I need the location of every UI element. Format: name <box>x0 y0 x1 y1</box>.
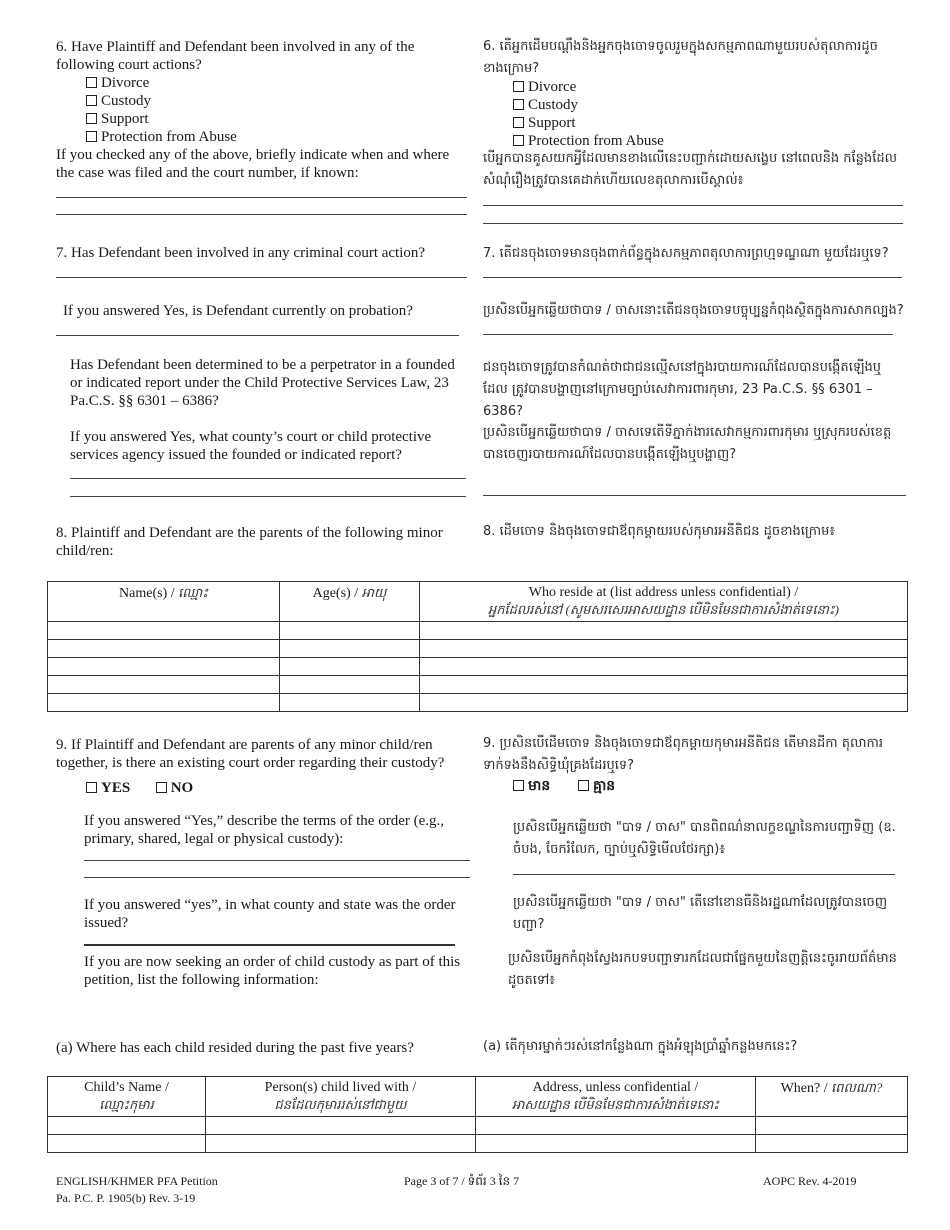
col-address-header: Who reside at (list address unless confidential) / អ្នកដែលរស់នៅ (សូមសរសេរអាសយដ្ឋាន បើមិនមែនជាការសំងាត់ទេនោះ) <box>420 582 908 622</box>
table-cell[interactable] <box>420 676 908 694</box>
checkbox-icon[interactable] <box>86 131 97 142</box>
q6-followup-en: If you checked any of the above, briefly indicate when and where the case was filed and the court number, if known: <box>56 147 450 181</box>
table-cell[interactable] <box>280 658 420 676</box>
checkbox-icon[interactable] <box>513 780 524 791</box>
qa-question-km: (a) តើកុមារម្នាក់ៗរស់នៅកន្លែងណា ក្នុងអំឡុងប្រាំឆ្នាំកន្លងមកនេះ? <box>483 1039 798 1054</box>
q6-answer-line-km-1[interactable] <box>483 205 903 206</box>
q7-perpetrator-en: Has Defendant been determined to be a perpetrator in a founded or indicated report under the Child Protective Services Law, 23 Pa.C.S. §§ 6301 – 6386? <box>70 357 455 409</box>
q6-answer-line-2[interactable] <box>56 214 467 215</box>
table-cell[interactable] <box>48 1117 206 1135</box>
q7-probation-en: If you answered Yes, is Defendant currently on probation? <box>63 303 413 319</box>
table-cell[interactable] <box>756 1117 908 1135</box>
checkbox-yes-km[interactable]: មាន <box>513 778 550 794</box>
table-cell[interactable] <box>48 622 280 640</box>
table-cell[interactable] <box>280 676 420 694</box>
checkbox-icon[interactable] <box>513 117 524 128</box>
checkbox-divorce[interactable]: Divorce <box>86 74 237 92</box>
checkbox-icon[interactable] <box>578 780 589 791</box>
checkbox-custody[interactable]: Custody <box>86 92 237 110</box>
table-header-row <box>48 1077 908 1117</box>
table-cell[interactable] <box>48 1135 206 1153</box>
table-cell[interactable] <box>476 1135 756 1153</box>
q6-answer-line-1[interactable] <box>56 197 467 198</box>
footer-rule: Pa. P.C. P. 1905(b) Rev. 3-19 <box>56 1191 196 1205</box>
q6-followup-km: បើអ្នកបានគូសយកអ្វីដែលមានខាងលើនេះបញ្ជាក់ដោយសង្ខេប នៅពេលនិង កន្លែងដែលសំណុំរឿងត្រូវបានគេដាក់ហើយលេខតុលាការបើស្គាល់៖ <box>483 151 897 188</box>
checkbox-yes[interactable]: YES <box>86 780 130 796</box>
qa-question-en: (a) Where has each child resided during the past five years? <box>56 1040 414 1056</box>
q7-perpetrator-km: ជនចុងចោទត្រូវបានកំណត់ថាជាជនល្មើសនៅក្នុងរបាយការណ៍ដែលបានបង្កើតឡើងឬដែល ត្រូវបានបង្ហាញនៅក្រោមច្បាប់សេវាការពារកុមារ, 23 Pa.C.S. §§ 6301 – 6386? <box>483 360 882 419</box>
q9-terms-line-2[interactable] <box>84 877 470 878</box>
q7-county-line-1[interactable] <box>70 478 466 479</box>
checkbox-icon[interactable] <box>513 81 524 92</box>
q6-options-km <box>513 78 664 150</box>
q9-question-en: 9. If Plaintiff and Defendant are parents of any minor child/ren together, is there an existing court order regarding their custody? <box>56 737 445 771</box>
checkbox-icon[interactable] <box>86 113 97 124</box>
checkbox-icon[interactable] <box>86 95 97 106</box>
table-cell[interactable] <box>48 658 280 676</box>
checkbox-icon[interactable] <box>86 782 97 793</box>
q9-terms-km: ប្រសិនបើអ្នកឆ្លើយថា "បាទ / ចាស" បានពិពណ៌នាលក្ខខណ្ឌនៃការបញ្ជាទិញ (ឧ. ចំបង, ចែករំលែក, ច្បាប់ឬសិទ្ធិមើលថែរក្សា)៖ <box>513 820 896 857</box>
checkbox-no[interactable]: NO <box>156 780 194 796</box>
checkbox-support-km[interactable]: Support <box>513 114 664 132</box>
q7-question-en: 7. Has Defendant been involved in any criminal court action? <box>56 245 426 261</box>
checkbox-pfa[interactable]: Protection from Abuse <box>86 128 237 146</box>
q9-county-line[interactable] <box>84 944 455 946</box>
col-child-name-header: Child’s Name / ឈ្មោះកុមារ <box>48 1077 206 1117</box>
q6-question-km: 6. តើអ្នកដើមបណ្តឹងនិងអ្នកចុងចោទចូលរួមក្នុងសកម្មភាពណាមួយរបស់តុលាការដូចខាងក្រោម? <box>483 39 878 76</box>
col-name-header: Name(s) / ឈ្មោះ <box>48 582 280 622</box>
q9-seeking-km: ប្រសិនបើអ្នកកំពុងស្វែងរកបទបញ្ជាទារកដែលជាផ្នែកមួយនៃញត្តិនេះចូររាយព័ត៌មានដូចតទៅ៖ <box>508 951 897 988</box>
q9-question-km: 9. ប្រសិនបើដើមចោទ និងចុងចោទជាឪពុកម្តាយកុមារអនីតិជន តើមានដីកា តុលាការទាក់ទងនឹងសិទ្ធិឃុំគ្រងដែរឬទេ? <box>483 736 884 773</box>
q9-seeking-en: If you are now seeking an order of child custody as part of this petition, list the following information: <box>84 954 461 988</box>
table-row <box>48 694 908 712</box>
col-lived-with-header: Person(s) child lived with / ជនដែលកុមាររស់នៅជាមួយ <box>206 1077 476 1117</box>
page-number: Page 3 of 7 / ទំព័រ 3 នៃ 7 <box>404 1174 520 1188</box>
checkbox-no-km[interactable]: គ្មាន <box>578 778 615 794</box>
table-cell[interactable] <box>420 658 908 676</box>
q9-yesno-km <box>513 776 615 797</box>
q7-question-km: 7. តើជនចុងចោទមានចុងពាក់ព័ន្ធក្នុងសកម្មភាពតុលាការព្រហ្មទណ្ឌណា មួយដែរឬទេ? <box>483 246 889 261</box>
table-cell[interactable] <box>206 1117 476 1135</box>
q7-probation-line-km[interactable] <box>483 334 893 335</box>
table-cell[interactable] <box>206 1135 476 1153</box>
col-age-header: Age(s) / អាយុ <box>280 582 420 622</box>
q9-county-km: ប្រសិនបើអ្នកឆ្លើយថា "បាទ / ចាស" តើនៅខោនធីនិងរដ្ឋណាដែលត្រូវបានចេញបញ្ជា? <box>513 895 888 932</box>
footer-revision: AOPC Rev. 4-2019 <box>763 1174 857 1188</box>
q8-question-en: 8. Plaintiff and Defendant are the parents of the following minor child/ren: <box>56 525 443 559</box>
checkbox-divorce-km[interactable]: Divorce <box>513 78 664 96</box>
q9-yesno-en <box>86 779 193 797</box>
table-cell[interactable] <box>48 676 280 694</box>
checkbox-icon[interactable] <box>86 77 97 88</box>
q7-answer-line[interactable] <box>56 277 467 278</box>
table-cell[interactable] <box>756 1135 908 1153</box>
table-row <box>48 658 908 676</box>
table-cell[interactable] <box>48 694 280 712</box>
q7-probation-line[interactable] <box>56 335 459 336</box>
q8-question-km: 8. ដើមចោទ និងចុងចោទជាឪពុកម្តាយរបស់កុមារអនីតិជន ដូចខាងក្រោម៖ <box>483 524 836 539</box>
table-cell[interactable] <box>280 640 420 658</box>
table-cell[interactable] <box>280 622 420 640</box>
q9-terms-line-km[interactable] <box>513 874 895 875</box>
children-table <box>47 581 908 712</box>
q9-terms-en: If you answered “Yes,” describe the terms of the order (e.g., primary, shared, legal or physical custody): <box>84 813 445 847</box>
table-row <box>48 676 908 694</box>
checkbox-icon[interactable] <box>513 135 524 146</box>
table-row <box>48 1135 908 1153</box>
q9-county-en: If you answered “yes”, in what county and state was the order issued? <box>84 897 456 931</box>
q6-options-en <box>86 74 237 146</box>
checkbox-icon[interactable] <box>513 99 524 110</box>
table-cell[interactable] <box>420 694 908 712</box>
table-cell[interactable] <box>280 694 420 712</box>
col-address-header: Address, unless confidential / អាសយដ្ឋាន បើមិនមែនជាការសំងាត់ទេនោះ <box>476 1077 756 1117</box>
checkbox-pfa-km[interactable]: Protection from Abuse <box>513 132 664 150</box>
table-cell[interactable] <box>420 640 908 658</box>
table-cell[interactable] <box>420 622 908 640</box>
q7-county-line-2[interactable] <box>70 496 466 497</box>
checkbox-custody-km[interactable]: Custody <box>513 96 664 114</box>
checkbox-icon[interactable] <box>156 782 167 793</box>
q7-county-km: ប្រសិនបើអ្នកឆ្លើយថាបាទ / ចាសទេតើទីភ្នាក់ងារសេវាកម្មការពារកុមារ ឬស្រុករបស់ខេត្ត បានចេញរបាយការណ៍ដែលបានបង្កើតឡើងឬបង្ហាញ? <box>483 425 892 462</box>
footer-form-title: ENGLISH/KHMER PFA Petition <box>56 1174 218 1188</box>
footer-left <box>56 1173 218 1207</box>
table-header-row <box>48 582 908 622</box>
q6-answer-line-km-2[interactable] <box>483 223 903 224</box>
checkbox-support[interactable]: Support <box>86 110 237 128</box>
q7-probation-km: ប្រសិនបើអ្នកឆ្លើយថាបាទ / ចាសនោះតើជនចុងចោទបច្ចុប្បន្នកំពុងស្ថិតក្នុងការសាកល្បង? <box>483 303 904 318</box>
q7-county-line-km[interactable] <box>483 495 906 496</box>
table-row <box>48 1117 908 1135</box>
col-when-header: When? / ពេលណា? <box>756 1077 908 1117</box>
q6-question-en: 6. Have Plaintiff and Defendant been involved in any of the following court actions? <box>56 39 415 73</box>
table-row <box>48 622 908 640</box>
residence-table <box>47 1076 908 1153</box>
table-row <box>48 640 908 658</box>
table-cell[interactable] <box>48 640 280 658</box>
q7-answer-line-km[interactable] <box>483 277 902 278</box>
q9-terms-line-1[interactable] <box>84 860 470 861</box>
table-cell[interactable] <box>476 1117 756 1135</box>
q7-county-en: If you answered Yes, what county’s court or child protective services agency issued the founded or indicated report? <box>70 429 432 463</box>
